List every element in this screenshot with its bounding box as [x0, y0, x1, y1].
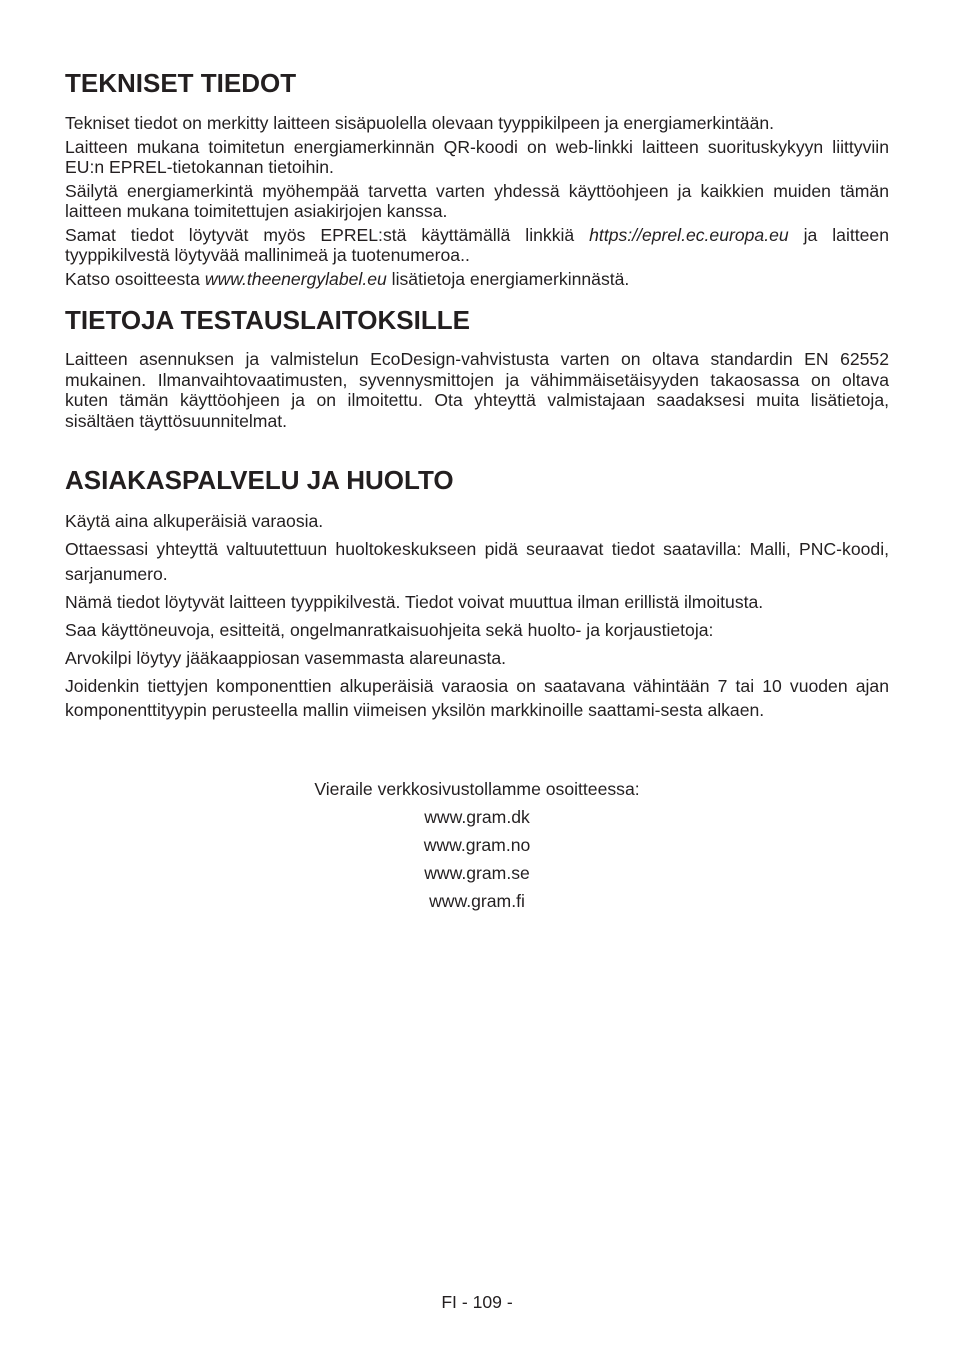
text: ja laitteen tyyppikilvestä löytyvää mallinimeä ja tuotenumeroa..	[65, 224, 889, 265]
text: Samat tiedot löytyvät myös EPREL:stä käyttämällä linkkiä	[65, 224, 590, 245]
paragraph: Säilytä energiamerkintä myöhempää tarvetta varten yhdessä käyttöohjeen ja kaikkien muiden tämän laitteen mukana toimitettujen asiakirjojen kanssa.	[65, 180, 889, 221]
section-heading-testauslaitoksille: TIETOJA TESTAUSLAITOKSILLE	[65, 305, 470, 335]
paragraph: Nämä tiedot löytyvät laitteen tyyppikilvestä. Tiedot voivat muuttua ilman erillistä ilmoitusta.	[65, 591, 764, 612]
paragraph: Arvokilpi löytyy jääkaappiosan vasemmasta alareunasta.	[65, 647, 507, 668]
website-list	[65, 775, 889, 915]
paragraph: Laitteen asennuksen ja valmistelun EcoDesign-vahvistusta varten on oltava standardin EN 62552 mukainen. Ilmanvaihtovaatimusten, syvennysmittojen ja vähimmäisetäisyyden takaosassa on oltava kuten tämän käyttöohjeen ja on ilmoitettu. Ota yhteyttä valmistajaan saadaksesi muita lisätietoja, sisältäen täyttösuunnitelmat.	[65, 349, 889, 431]
website-link-se[interactable]: www.gram.se	[424, 863, 530, 883]
paragraph: Saa käyttöneuvoja, esitteitä, ongelmanratkaisuohjeita sekä huolto- ja korjaustietoja:	[65, 619, 714, 640]
section-heading-asiakaspalvelu: ASIAKASPALVELU JA HUOLTO	[65, 465, 454, 495]
section-body-testauslaitoksille	[65, 349, 889, 431]
paragraph	[65, 225, 889, 266]
paragraph: Tekniset tiedot on merkitty laitteen sisäpuolella olevaan tyyppikilpeen ja energiamerkintään.	[65, 113, 775, 133]
paragraph: Käytä aina alkuperäisiä varaosia.	[65, 511, 324, 531]
website-link-dk[interactable]: www.gram.dk	[424, 807, 530, 827]
paragraph	[65, 269, 889, 290]
section-body-tekniset-tiedot	[65, 113, 889, 289]
website-link-fi[interactable]: www.gram.fi	[429, 891, 525, 911]
text: lisätietoja energiamerkinnästä.	[386, 268, 630, 289]
page-number: FI - 109 -	[441, 1292, 513, 1312]
paragraph: Laitteen mukana toimitetun energiamerkinnän QR-koodi on web-linkki laitteen suorituskykyyn liittyviin EU:n EPREL-tietokannan tietoihin.	[65, 136, 889, 177]
energylabel-link[interactable]: www.theenergylabel.eu	[204, 268, 387, 289]
section-heading-tekniset-tiedot: TEKNISET TIEDOT	[65, 68, 297, 98]
text: Katso osoitteesta	[65, 268, 205, 289]
section-body-asiakaspalvelu	[65, 509, 889, 723]
paragraph: Joidenkin tiettyjen komponenttien alkuperäisiä varaosia on saatavana vähintään 7 tai 10 vuoden ajan komponenttityypin perusteella mallin viimeisen yksilön markkinoille saattami-sesta alkaen.	[65, 675, 889, 720]
website-link-no[interactable]: www.gram.no	[423, 835, 531, 855]
website-intro: Vieraile verkkosivustollamme osoitteessa:	[314, 779, 640, 799]
paragraph: Ottaessasi yhteyttä valtuutettuun huoltokeskukseen pidä seuraavat tiedot saatavilla: Malli, PNC-koodi, sarjanumero.	[65, 539, 889, 584]
eprel-link[interactable]: https://eprel.ec.europa.eu	[589, 224, 789, 245]
